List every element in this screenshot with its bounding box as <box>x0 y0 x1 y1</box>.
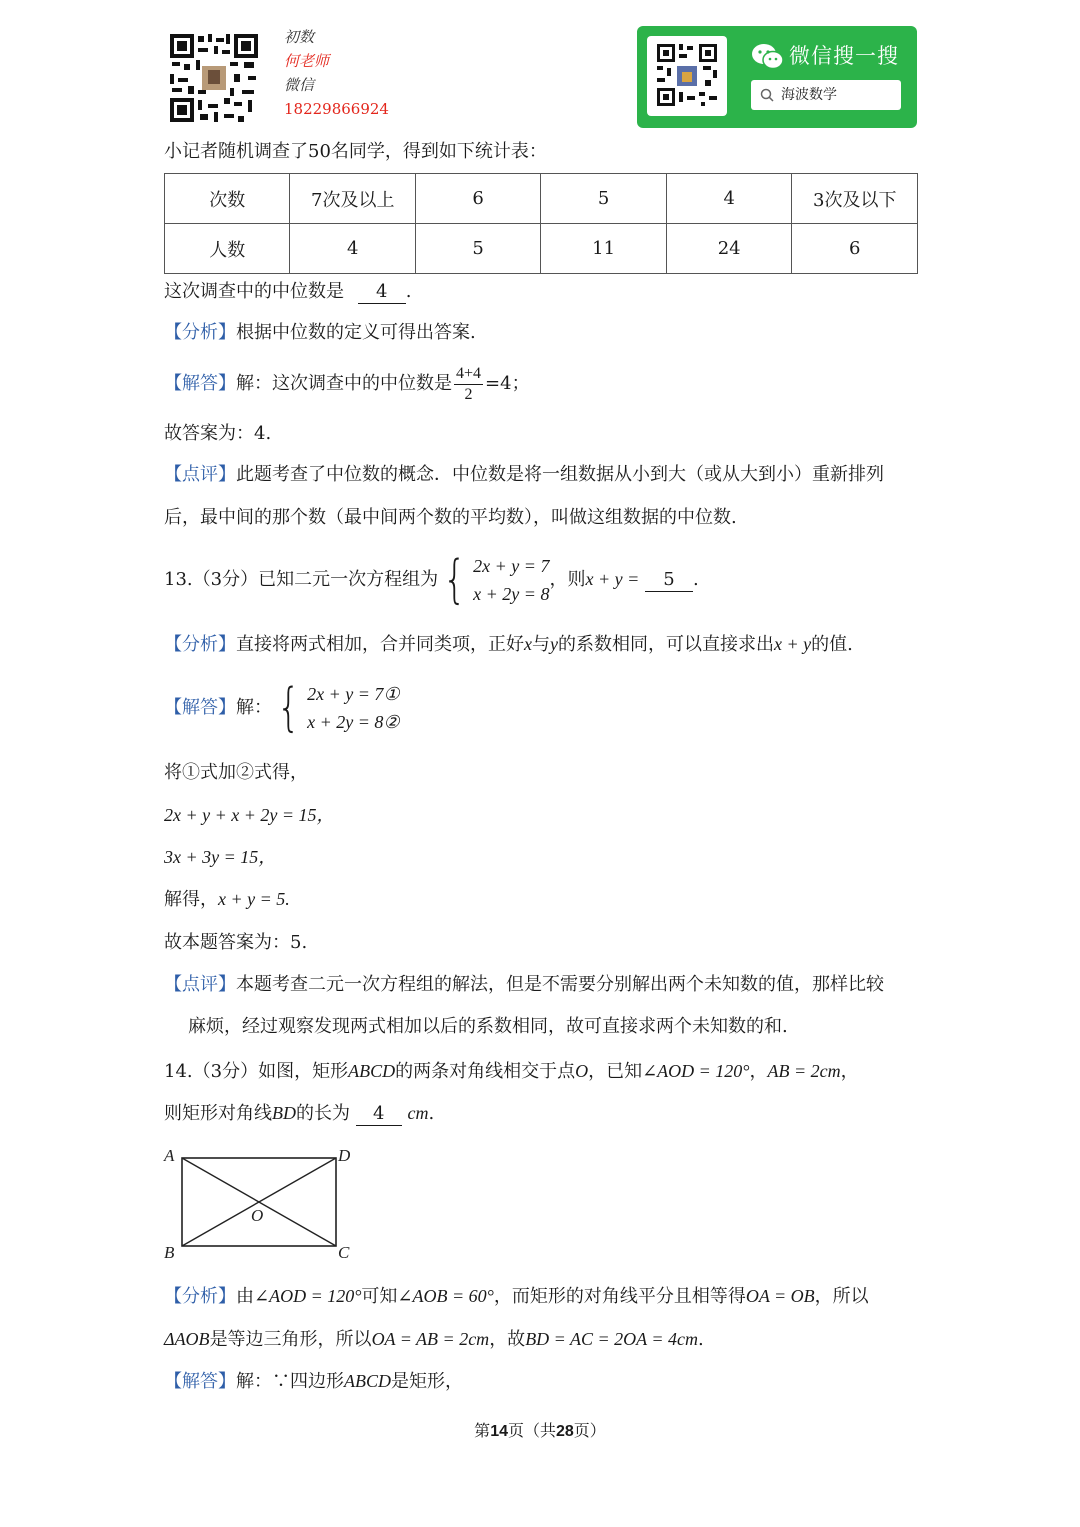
center-o-label: O <box>251 1206 264 1225</box>
q14-stem-a: 14.（3分）如图，矩形 <box>164 1061 349 1082</box>
footer-mid: 页（共 <box>507 1421 556 1440</box>
q14-stem-c: ，已知 <box>588 1061 643 1082</box>
footer-total-pages: 28 <box>556 1423 574 1440</box>
q13-analysis-a: 直接将两式相加，合并同类项，正好 <box>236 634 524 655</box>
q14-an-c: ，而矩形的对角线平分且相等得 <box>493 1286 746 1307</box>
q14-stem-line1 <box>164 1058 859 1085</box>
q13-analysis-d: 的值. <box>811 634 853 655</box>
q13-var-x: x <box>524 634 532 654</box>
q14-an2-b: ，故 <box>489 1329 526 1350</box>
q13-step4 <box>164 886 290 913</box>
q14-solution <box>164 1368 463 1395</box>
table-cell: 7次及以上 <box>290 174 415 224</box>
search-brand-label: 微信搜一搜 <box>789 44 899 68</box>
brace-icon: { <box>276 678 301 738</box>
solution-tag: 【解答】 <box>164 697 236 718</box>
q13-sol-eq1: 2x + y = 7① <box>307 684 400 704</box>
q14-answer: 4 <box>356 1103 402 1126</box>
q14-stem-sep: ， <box>749 1061 768 1082</box>
q13-comment-text1: 本题考查二元一次方程组的解法，但是不需要分别解出两个未知数的值，那样比较 <box>236 974 884 995</box>
q14-sol-a: 解：∵四边形 <box>236 1371 344 1392</box>
q13-stem-prefix: 13.（3分）已知二元一次方程组为 <box>164 569 439 590</box>
q14-an-tri: ΔAOB <box>164 1329 210 1349</box>
analysis-tag: 【分析】 <box>164 634 236 655</box>
q13-answer: 5 <box>645 569 693 592</box>
q14-abcd: ABCD <box>348 1061 396 1081</box>
q12-analysis-text: 根据中位数的定义可得出答案. <box>236 322 476 343</box>
q14-ab-length: AB = 2cm <box>767 1061 841 1081</box>
q13-step4-label: 解得， <box>164 889 218 910</box>
analysis-tag: 【分析】 <box>164 322 236 343</box>
q12-solution <box>164 360 530 408</box>
header-label-teacher: 何老师 <box>284 52 330 70</box>
analysis-tag: 【分析】 <box>164 1286 236 1307</box>
q14-analysis-line2 <box>164 1326 704 1353</box>
q12-solution-result: =4； <box>485 373 530 394</box>
q13-stem-mid: ，则 <box>549 569 586 590</box>
q14-stem2-a: 则矩形对角线 <box>164 1103 272 1124</box>
q14-point-o: O <box>575 1061 589 1081</box>
q13-expr: x + y = <box>585 569 640 589</box>
q14-sol-abcd: ABCD <box>344 1371 391 1391</box>
table-cell: 3次及以下 <box>792 174 918 224</box>
table-cell: 次数 <box>165 174 290 224</box>
fraction-numerator: 4+4 <box>454 364 483 385</box>
q14-analysis-line1 <box>164 1283 869 1310</box>
vertex-a-label: A <box>164 1146 175 1165</box>
q13-analysis-b: 与 <box>532 634 550 655</box>
header-label-wechat: 微信 <box>284 76 315 94</box>
comment-tag: 【点评】 <box>164 464 236 485</box>
q13-solution-text: 解： <box>236 697 272 718</box>
solution-tag: 【解答】 <box>164 1371 236 1392</box>
q13-answer-line: 故本题答案为：5. <box>164 932 308 953</box>
q13-eq1: 2x + y = 7 <box>473 556 550 576</box>
table-cell: 4 <box>666 174 792 224</box>
table-cell: 人数 <box>165 224 290 274</box>
q14-an-aod: ∠AOD = 120° <box>254 1286 362 1306</box>
q14-an2-eq2: BD = AC = 2OA = 4cm <box>525 1329 698 1349</box>
q13-step4-expr: x + y = 5. <box>218 889 290 909</box>
q13-solution <box>164 680 400 736</box>
q13-comment-line1 <box>164 972 884 998</box>
rectangle-figure <box>160 1142 360 1264</box>
q13-analysis-expr: x + y <box>774 634 812 654</box>
q12-comment-text1: 此题考查了中位数的概念．中位数是将一组数据从小到大（或从大到小）重新排列 <box>236 464 884 485</box>
q14-an-a: 由 <box>236 1286 254 1307</box>
brace-icon: { <box>443 550 467 610</box>
vertex-d-label: D <box>338 1146 351 1165</box>
q14-an-b: 可知 <box>361 1286 398 1307</box>
header-phone-number: 18229866924 <box>284 100 389 118</box>
footer-page-number: 14 <box>490 1423 508 1440</box>
q12-comment-line2: 后，最中间的那个数（最中间两个数的平均数），叫做这组数据的中位数. <box>164 507 737 528</box>
footer-prefix: 第 <box>474 1421 491 1440</box>
q13-eq2: x + 2y = 8 <box>473 584 550 604</box>
q13-stem: 13.（3分）已知二元一次方程组为 { 2x + y = 7 x + 2y = 8 ，则x + y = 5 . <box>164 550 699 610</box>
page-footer <box>0 1418 1080 1441</box>
header-label-chushu: 初数 <box>284 28 315 46</box>
q12-analysis <box>164 320 476 346</box>
qr-code-right <box>647 36 727 116</box>
vertex-b-label: B <box>164 1243 175 1262</box>
table-cell: 6 <box>792 224 918 274</box>
table-cell: 24 <box>666 224 792 274</box>
q14-an2-end: . <box>697 1329 704 1350</box>
table-cell: 4 <box>290 224 415 274</box>
q14-an2-a: 是等边三角形，所以 <box>209 1329 372 1350</box>
q13-analysis <box>164 631 853 658</box>
q14-an-d: ，所以 <box>814 1286 869 1307</box>
table-row <box>165 224 918 274</box>
q13-equation-system <box>438 552 549 608</box>
fraction-denominator: 2 <box>464 385 473 403</box>
footer-suffix: 页） <box>573 1421 606 1440</box>
stats-table <box>164 173 918 274</box>
q12-median-prefix: 这次调查中的中位数是 <box>164 281 344 302</box>
q12-intro: 小记者随机调查了50名同学，得到如下统计表： <box>164 141 547 162</box>
q14-an-oaob: OA = OB <box>745 1286 815 1306</box>
search-query-text: 海波数学 <box>781 87 837 103</box>
q12-median-answer: 4 <box>358 281 406 304</box>
q13-step2: 2x + y + x + 2y = 15， <box>164 805 335 825</box>
q14-stem-end: ， <box>840 1061 859 1082</box>
q13-step1: 将①式加②式得， <box>164 762 308 783</box>
q14-angle-aod: ∠AOD = 120° <box>642 1061 750 1081</box>
q13-step3: 3x + 3y = 15， <box>164 847 277 867</box>
qr-code-right-image <box>647 36 727 116</box>
table-cell: 5 <box>415 224 540 274</box>
table-header-row <box>165 174 918 224</box>
wechat-logo-icon <box>751 42 785 72</box>
q12-answer-line: 故答案为：4. <box>164 423 272 444</box>
q14-stem2-b: 的长为 <box>296 1103 350 1124</box>
q12-solution-text: 解：这次调查中的中位数是 <box>236 373 452 394</box>
table-cell: 11 <box>541 224 667 274</box>
q13-comment-line2: 麻烦，经过观察发现两式相加以后的系数相同，故可直接求两个未知数的和. <box>188 1016 788 1037</box>
search-icon <box>760 88 774 102</box>
q13-var-y: y <box>550 634 558 654</box>
table-cell: 6 <box>415 174 540 224</box>
qr-code-left <box>168 32 260 124</box>
q14-stem2-end: . <box>428 1103 435 1124</box>
q14-bd: BD <box>272 1103 296 1123</box>
q13-sol-eq2: x + 2y = 8② <box>307 712 400 732</box>
q13-analysis-c: 的系数相同，可以直接求出 <box>558 634 774 655</box>
qr-code-left-image <box>168 32 260 124</box>
q12-comment-line1 <box>164 462 884 488</box>
q14-sol-b: 是矩形， <box>391 1371 463 1392</box>
q14-unit: cm <box>407 1103 429 1123</box>
solution-tag: 【解答】 <box>164 373 236 394</box>
q14-stem-line2 <box>164 1100 434 1127</box>
q12-fraction <box>454 364 483 405</box>
q13-solution-system <box>272 680 400 736</box>
search-input[interactable] <box>751 80 901 110</box>
comment-tag: 【点评】 <box>164 974 236 995</box>
wechat-search-banner[interactable] <box>637 26 917 128</box>
vertex-c-label: C <box>338 1243 350 1262</box>
q12-median-line: 这次调查中的中位数是 4 . <box>164 281 412 302</box>
q14-stem-b: 的两条对角线相交于点 <box>395 1061 576 1082</box>
table-cell: 5 <box>541 174 667 224</box>
q14-an-aob: ∠AOB = 60° <box>397 1286 494 1306</box>
q14-an2-eq: OA = AB = 2cm <box>371 1329 490 1349</box>
